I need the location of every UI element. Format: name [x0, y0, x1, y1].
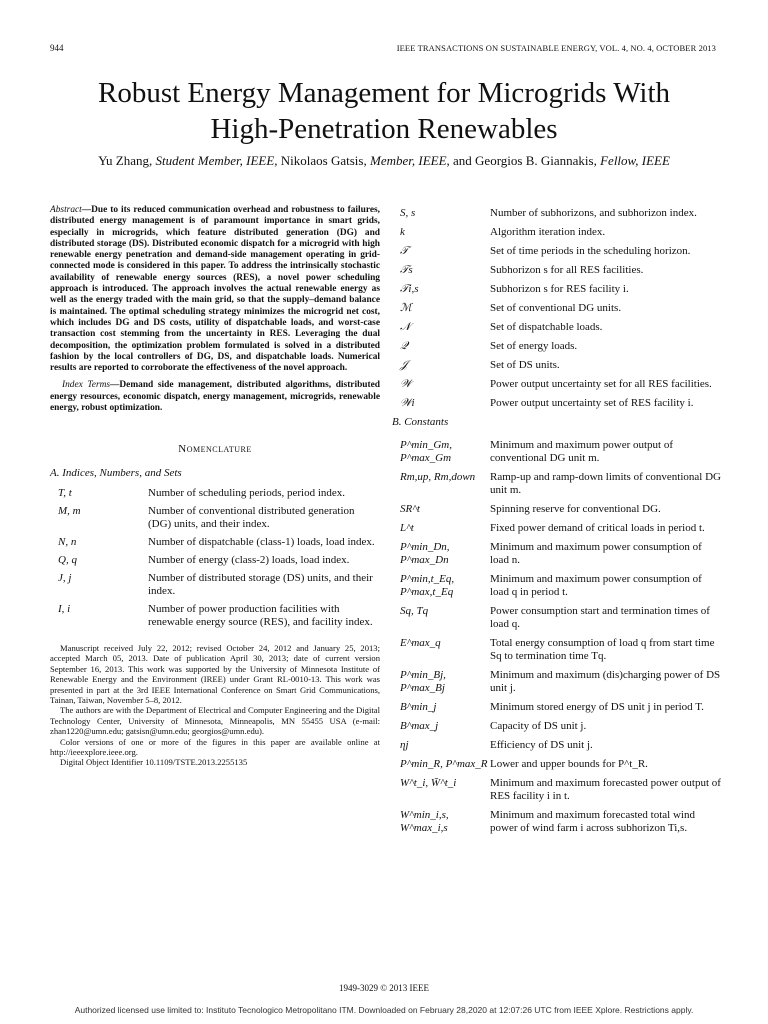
- list-item: [392, 809, 722, 835]
- symbol: 𝒩: [400, 321, 411, 333]
- symbol: k: [400, 226, 405, 238]
- definition: Total energy consumption of load q from start time Sq to termination time Tq.: [490, 637, 715, 662]
- definition: Number of subhorizons, and subhorizon index.: [490, 207, 697, 219]
- symbol: E^max_q: [400, 637, 441, 649]
- symbol: 𝒬: [400, 340, 408, 352]
- index-terms-lead: Index Terms: [62, 380, 111, 391]
- symbol: 𝒯s: [400, 264, 413, 276]
- definition: Power output uncertainty set for all RES facilities.: [490, 378, 712, 390]
- symbol: N, n: [58, 535, 77, 548]
- list-item: [50, 554, 380, 567]
- definition: Subhorizon s for RES facility i.: [490, 283, 629, 295]
- symbol: P^min_R, P^max_R: [400, 758, 488, 770]
- definition: Minimum and maximum forecasted power output of RES facility i in t.: [490, 777, 721, 802]
- symbol: Sq, Tq: [400, 605, 429, 617]
- definition: Number of conventional distributed generation (DG) units, and their index.: [148, 504, 355, 530]
- definition: Capacity of DS unit j.: [490, 720, 587, 732]
- page-number: 944: [50, 43, 64, 53]
- list-item: [392, 226, 722, 239]
- author-role: Member, IEEE: [369, 153, 447, 168]
- definition: Ramp-up and ramp-down limits of conventional DG unit m.: [490, 471, 721, 496]
- symbol: SR^t: [400, 503, 420, 515]
- symbol: 𝒥: [400, 359, 408, 371]
- list-item: [50, 536, 380, 549]
- author-list: Yu Zhang, Student Member, IEEE, Nikolaos Gatsis, Member, IEEE, and Georgios B. Giannakis, Fellow, IEEE: [98, 153, 670, 168]
- symbol: M, m: [58, 504, 81, 517]
- author-role: Student Member, IEEE: [155, 153, 275, 168]
- symbol: 𝒯i,s: [400, 283, 419, 295]
- list-item: [392, 378, 722, 391]
- list-item: [392, 207, 722, 220]
- definition: Set of energy loads.: [490, 340, 578, 352]
- symbol: Q, q: [58, 553, 77, 566]
- nomenclature-heading: Nomenclature: [178, 443, 252, 456]
- definition: Set of conventional DG units.: [490, 302, 622, 314]
- section-b-heading: B. Constants: [392, 416, 449, 428]
- symbol: P^min_Gm, P^max_Gm: [400, 439, 452, 464]
- index-terms: [50, 380, 380, 414]
- list-item: [392, 522, 722, 535]
- footnote-doi: Digital Object Identifier 10.1109/TSTE.2013.2255135: [60, 757, 248, 768]
- symbol: J, j: [58, 571, 72, 584]
- definition: Set of DS units.: [490, 359, 560, 371]
- definition: Set of time periods in the scheduling horizon.: [490, 245, 691, 257]
- list-item: [392, 471, 722, 497]
- footnote-affiliation: The authors are with the Department of Electrical and Computer Engineering and the Digital Technology Center, University of Minnesota, Minneapolis, MN 55455 USA (e-mail: zhan1220@umn.edu; gatsisn@umn.edu; georgios@umn.edu).: [50, 705, 380, 737]
- symbol: P^min_Bj, P^max_Bj: [400, 669, 446, 694]
- symbol: S, s: [400, 207, 416, 219]
- symbol: L^t: [400, 522, 414, 534]
- list-item: [392, 302, 722, 315]
- journal-header: IEEE TRANSACTIONS ON SUSTAINABLE ENERGY, VOL. 4, NO. 4, OCTOBER 2013: [396, 43, 716, 53]
- list-item: [50, 603, 380, 629]
- list-item: [392, 541, 722, 567]
- author-name: Yu Zhang: [98, 153, 149, 168]
- list-item: [392, 720, 722, 733]
- symbol: P^min_Dn, P^max_Dn: [400, 541, 450, 566]
- list-item: [392, 573, 722, 599]
- title-line-1: Robust Energy Management for Microgrids With: [97, 77, 671, 109]
- footnotes: [50, 643, 380, 768]
- symbol: T, t: [58, 486, 72, 499]
- list-item: [392, 669, 722, 695]
- symbol: P^min,t_Eq, P^max,t_Eq: [400, 573, 455, 598]
- symbol: Rm,up, Rm,down: [400, 471, 476, 483]
- definition: Minimum and maximum forecasted total wind power of wind farm i across subhorizon Ti,s.: [490, 809, 695, 834]
- symbol: W^t_i, W̄^t_i: [400, 777, 457, 789]
- list-item: [392, 758, 722, 771]
- list-item: [50, 572, 380, 598]
- definition: Number of power production facilities with renewable energy source (RES), and facility index.: [148, 602, 373, 628]
- list-item: [392, 701, 722, 714]
- constants-list: [392, 439, 722, 835]
- definition: Subhorizon s for all RES facilities.: [490, 264, 644, 276]
- definition: Spinning reserve for conventional DG.: [490, 503, 661, 515]
- list-item: [392, 739, 722, 752]
- definition: Power consumption start and termination times of load q.: [490, 605, 710, 630]
- symbol: I, i: [58, 602, 71, 615]
- definition: Minimum and maximum power consumption of load n.: [490, 541, 702, 566]
- list-item: [50, 505, 380, 531]
- list-item: [392, 605, 722, 631]
- definition: Minimum stored energy of DS unit j in period T.: [490, 701, 704, 713]
- section-a-heading: A. Indices, Numbers, and Sets: [50, 466, 182, 479]
- list-item: [392, 245, 722, 258]
- abstract-text: —Due to its reduced communication overhead and robustness to failures, distributed energy management is of paramount importance in smart grids, especially in microgrids, which feature distributed generation (DG) and distributed storage (DS). Distributed economic dispatch for a microgrid with high renewable energy penetration and demand-side management operating in grid-connected mode is considered in this paper. To address the intrinsically stochastic availability of renewable energy sources (RES), a novel power scheduling approach is introduced. The approach involves the actual renewable energy as well as the energy traded with the main grid, so that the supply–demand balance is maintained. The optimal scheduling strategy minimizes the microgrid net cost, which includes DG and DS costs, utility of dispatchable loads, and worst-case transaction cost stemming from the uncertainty in RES. Leveraging the dual decomposition, the optimization problem formulated is solved in a distributed fashion by the local controllers of DG, DS, and dispatchable loads. Numerical results are reported to corroborate the effectiveness of the novel approach.: [50, 205, 380, 374]
- definition: Fixed power demand of critical loads in period t.: [490, 522, 705, 534]
- indices-list: [50, 487, 380, 629]
- symbol: 𝒲i: [400, 397, 415, 409]
- definition: Minimum and maximum power consumption of load q in period t.: [490, 573, 702, 598]
- index-terms-text: —Demand side management, distributed algorithms, distributed energy resources, economic dispatch, energy management, microgrids, renewable energy, robust optimization.: [50, 380, 381, 414]
- footnote-received: Manuscript received July 22, 2012; revised October 24, 2012 and January 25, 2013; accepted March 05, 2013. Date of publication April 30, 2013; date of current version September 16, 2013. This work was supported by the University of Minnesota Institute of Renewable Energy and the Environment (IREE) under Grant RL-0010-13. This work was presented in part at the 3rd IEEE International Conference on Smart Grid Communications, Tainan, Taiwan, November 5–8, 2012.: [50, 642, 380, 705]
- list-item: [392, 777, 722, 803]
- list-item: [392, 283, 722, 296]
- definition: Number of energy (class-2) loads, load index.: [148, 553, 350, 566]
- definition: Set of dispatchable loads.: [490, 321, 603, 333]
- license-footer: Authorized licensed use limited to: Instituto Tecnologico Metropolitano ITM. Downloaded on February 28,2020 at 12:07:26 UTC from IEEE Xplore. Restrictions apply.: [74, 1005, 694, 1015]
- list-item: [392, 340, 722, 353]
- right-column: [392, 207, 722, 841]
- definition: Lower and upper bounds for P^t_R.: [490, 758, 648, 770]
- definition: Algorithm iteration index.: [490, 226, 606, 238]
- symbol: 𝒯: [400, 245, 409, 257]
- list-item: [392, 397, 722, 410]
- definition: Minimum and maximum power output of conventional DG unit m.: [490, 439, 674, 464]
- sets-list: [392, 207, 722, 410]
- author-name: Nikolaos Gatsis: [280, 153, 364, 168]
- definition: Power output uncertainty set of RES facility i.: [490, 397, 694, 409]
- definition: Minimum and maximum (dis)charging power of DS unit j.: [490, 669, 721, 694]
- list-item: [50, 487, 380, 500]
- symbol: B^max_j: [400, 720, 439, 732]
- definition: Number of distributed storage (DS) units, and their index.: [148, 571, 373, 597]
- list-item: [392, 321, 722, 334]
- symbol: ηj: [400, 739, 409, 751]
- title-line-2: High-Penetration Renewables: [210, 113, 558, 145]
- definition: Number of scheduling periods, period index.: [148, 486, 346, 499]
- list-item: [392, 637, 722, 663]
- abstract: [50, 205, 380, 374]
- symbol: W^min_i,s, W^max_i,s: [400, 809, 449, 834]
- footnote-color: Color versions of one or more of the figures in this paper are available online at http://ieeexplore.ieee.org.: [50, 736, 380, 757]
- definition: Efficiency of DS unit j.: [490, 739, 593, 751]
- symbol: 𝒲: [400, 378, 412, 390]
- symbol: B^min_j: [400, 701, 437, 713]
- copyright-notice: 1949-3029 © 2013 IEEE: [338, 983, 430, 993]
- paper-title: [0, 75, 768, 147]
- list-item: [392, 359, 722, 372]
- left-column: [50, 205, 380, 768]
- definition: Number of dispatchable (class-1) loads, load index.: [148, 535, 375, 548]
- list-item: [392, 503, 722, 516]
- list-item: [392, 264, 722, 277]
- list-item: [392, 439, 722, 465]
- symbol: ℳ: [400, 302, 412, 314]
- author-name: Georgios B. Giannakis: [475, 153, 594, 168]
- abstract-lead: Abstract: [50, 205, 82, 215]
- author-role: Fellow, IEEE: [600, 153, 670, 168]
